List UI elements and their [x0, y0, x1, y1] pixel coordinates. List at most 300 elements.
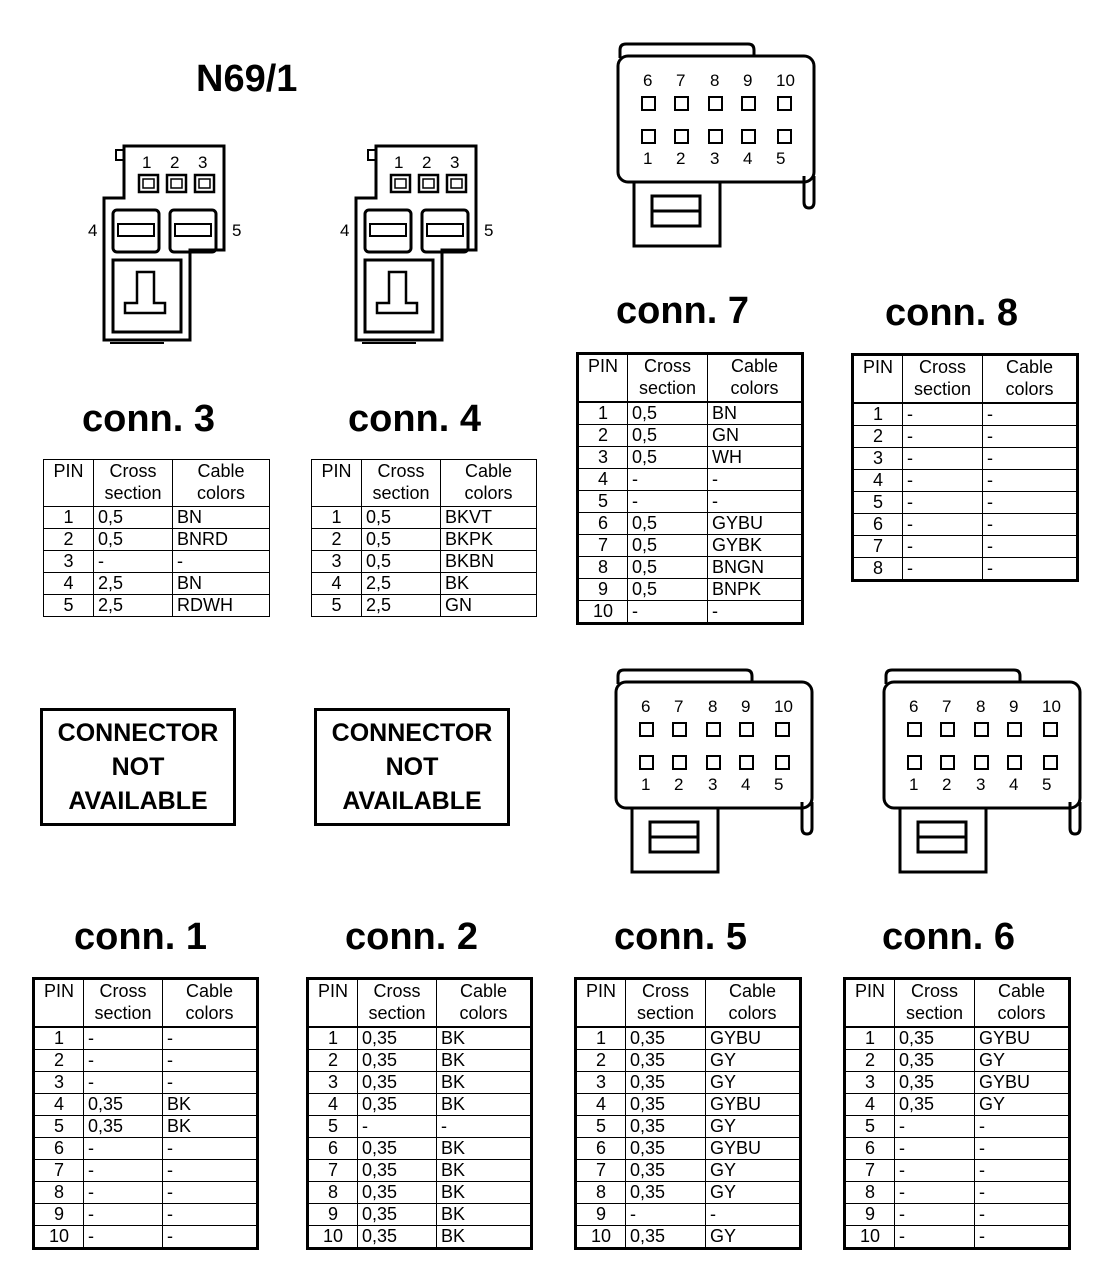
- table-row: [845, 1050, 1070, 1072]
- not-available-line-3: AVAILABLE: [342, 787, 482, 815]
- pin-label-2: 2: [676, 149, 686, 168]
- pin-cell: 2: [578, 425, 628, 447]
- pin-cell: 4: [312, 573, 362, 595]
- cable-color-cell: BN: [708, 402, 803, 425]
- table-row: [308, 1050, 532, 1072]
- table-row: [308, 1027, 532, 1050]
- table-row: [308, 1182, 532, 1204]
- cross-section-header: [84, 979, 163, 1028]
- pin-label-7: 7: [674, 697, 684, 716]
- pin-label-4: 4: [88, 221, 98, 240]
- cable-color-cell: -: [163, 1182, 258, 1204]
- table-row: [578, 513, 803, 535]
- cross-section-cell: 0,35: [626, 1072, 706, 1094]
- table-row: [853, 426, 1078, 448]
- pin-cell: 9: [308, 1204, 358, 1226]
- cross-section-header-line-2: section: [913, 379, 972, 399]
- cross-section-cell: -: [84, 1050, 163, 1072]
- cross-section-header-line-2: section: [638, 378, 697, 398]
- not-available-line-2: NOT: [111, 753, 165, 781]
- pin-cell: 6: [308, 1138, 358, 1160]
- table-row: [34, 1027, 258, 1050]
- cable-color-cell: BK: [437, 1138, 532, 1160]
- cross-section-cell: -: [903, 470, 983, 492]
- cross-section-cell: 0,35: [358, 1138, 437, 1160]
- cable-color-cell: RDWH: [173, 595, 270, 617]
- conn-6-title: conn. 6: [882, 916, 1016, 958]
- cross-section-cell: -: [903, 403, 983, 426]
- table-header-row: [576, 979, 801, 1028]
- cross-section-cell: 0,35: [358, 1094, 437, 1116]
- cable-color-cell: GY: [706, 1116, 801, 1138]
- pin-label-3: 3: [708, 775, 718, 794]
- table-row: [853, 470, 1078, 492]
- pin-label-5: 5: [776, 149, 786, 168]
- cable-colors-header-line-2: colors: [459, 1003, 508, 1023]
- table-row: [578, 579, 803, 601]
- cross-section-cell: -: [628, 601, 708, 624]
- cable-colors-header-line-2: colors: [196, 483, 245, 503]
- pin-cell: 1: [44, 507, 94, 529]
- cable-color-cell: GYBK: [708, 535, 803, 557]
- cable-color-cell: BK: [441, 573, 537, 595]
- pin-label-1: 1: [394, 153, 404, 172]
- cross-section-header: [626, 979, 706, 1028]
- cable-color-cell: GY: [706, 1182, 801, 1204]
- table-header-row: [34, 979, 258, 1028]
- pin-cell: 2: [853, 426, 903, 448]
- conn-1-title: conn. 1: [74, 916, 208, 958]
- cable-colors-header-line-2: colors: [730, 378, 779, 398]
- pin-cell: 3: [308, 1072, 358, 1094]
- cross-section-cell: 0,35: [358, 1160, 437, 1182]
- cable-color-cell: GY: [975, 1050, 1070, 1072]
- pin-cell: 6: [578, 513, 628, 535]
- cross-section-cell: 0,35: [84, 1094, 163, 1116]
- not-available-line-1: CONNECTOR: [331, 719, 493, 747]
- cable-colors-header: [163, 979, 258, 1028]
- table-row: [34, 1160, 258, 1182]
- pin-cell: 1: [845, 1027, 895, 1050]
- cable-color-cell: -: [708, 491, 803, 513]
- pin-header: PIN: [44, 460, 94, 507]
- cross-section-cell: 0,35: [626, 1027, 706, 1050]
- cable-color-cell: -: [975, 1138, 1070, 1160]
- table-row: [34, 1182, 258, 1204]
- pin-label-5: 5: [1042, 775, 1052, 794]
- cable-color-cell: BN: [173, 573, 270, 595]
- table-header-row: [312, 460, 537, 507]
- pin-cell: 9: [578, 579, 628, 601]
- cross-section-header-line-2: section: [905, 1003, 964, 1023]
- cable-color-cell: BNPK: [708, 579, 803, 601]
- cable-color-cell: BK: [437, 1072, 532, 1094]
- table-row: [576, 1182, 801, 1204]
- cable-colors-header: [708, 354, 803, 403]
- pin-cell: 5: [576, 1116, 626, 1138]
- cross-section-cell: -: [903, 514, 983, 536]
- cross-section-cell: 0,5: [94, 529, 173, 551]
- pin-cell: 9: [845, 1204, 895, 1226]
- pin-cell: 6: [576, 1138, 626, 1160]
- table-row: [576, 1160, 801, 1182]
- table-row: [578, 425, 803, 447]
- cross-section-header: [628, 354, 708, 403]
- cross-section-cell: 0,5: [628, 557, 708, 579]
- table-row: [578, 402, 803, 425]
- table-row: [578, 601, 803, 624]
- table-header-row: [853, 355, 1078, 404]
- table-row: [845, 1138, 1070, 1160]
- table-row: [578, 557, 803, 579]
- cross-section-cell: 0,5: [94, 507, 173, 529]
- small-connector-shape: [356, 146, 476, 343]
- cross-section-cell: 0,35: [895, 1094, 975, 1116]
- pin-cell: 9: [34, 1204, 84, 1226]
- pin-cell: 7: [845, 1160, 895, 1182]
- cable-color-cell: -: [163, 1027, 258, 1050]
- cable-color-cell: -: [983, 558, 1078, 581]
- cross-section-cell: -: [84, 1204, 163, 1226]
- pin-cell: 10: [576, 1226, 626, 1249]
- pin-cell: 5: [34, 1116, 84, 1138]
- cable-color-cell: BK: [437, 1050, 532, 1072]
- cross-section-cell: -: [903, 448, 983, 470]
- pin-label-3: 3: [976, 775, 986, 794]
- cable-colors-header-line-2: colors: [1005, 379, 1054, 399]
- pin-cell: 5: [578, 491, 628, 513]
- cable-color-cell: -: [983, 536, 1078, 558]
- cable-color-cell: -: [163, 1204, 258, 1226]
- pin-cell: 3: [312, 551, 362, 573]
- pin-label-2: 2: [170, 153, 180, 172]
- pin-cell: 4: [308, 1094, 358, 1116]
- cable-color-cell: -: [975, 1116, 1070, 1138]
- table-row: [576, 1138, 801, 1160]
- not-available-line-2: NOT: [385, 753, 439, 781]
- pin-label-7: 7: [942, 697, 952, 716]
- conn-1-pin-table: [32, 977, 259, 1250]
- cable-color-cell: -: [975, 1182, 1070, 1204]
- cross-section-cell: 2,5: [94, 573, 173, 595]
- cable-color-cell: GY: [706, 1072, 801, 1094]
- cable-colors-header-line-1: Cable: [197, 461, 245, 481]
- cable-color-cell: -: [437, 1116, 532, 1138]
- cable-color-cell: -: [983, 426, 1078, 448]
- table-row: [44, 595, 270, 617]
- cable-colors-header-line-2: colors: [185, 1003, 234, 1023]
- table-row: [308, 1094, 532, 1116]
- cable-color-cell: BNRD: [173, 529, 270, 551]
- cross-section-cell: 0,5: [628, 402, 708, 425]
- table-row: [576, 1072, 801, 1094]
- pin-cell: 4: [576, 1094, 626, 1116]
- cross-section-cell: -: [84, 1160, 163, 1182]
- pin-cell: 8: [853, 558, 903, 581]
- conn-5-pin-table: [574, 977, 802, 1250]
- cable-color-cell: GYBU: [975, 1027, 1070, 1050]
- pin-label-1: 1: [909, 775, 919, 794]
- pin-cell: 10: [34, 1226, 84, 1249]
- connector-3-drawing: [80, 138, 260, 348]
- cross-section-cell: -: [628, 491, 708, 513]
- cable-color-cell: GY: [706, 1160, 801, 1182]
- table-row: [853, 536, 1078, 558]
- conn-3-title: conn. 3: [82, 398, 216, 440]
- cable-color-cell: BK: [163, 1094, 258, 1116]
- conn-2-title: conn. 2: [345, 916, 479, 958]
- conn-4-title: conn. 4: [348, 398, 482, 440]
- cross-section-header-line-1: Cross: [109, 461, 157, 481]
- table-row: [34, 1094, 258, 1116]
- pin-cell: 2: [308, 1050, 358, 1072]
- cable-color-cell: -: [975, 1226, 1070, 1249]
- cable-colors-header-line-1: Cable: [728, 981, 777, 1001]
- pin-label-2: 2: [674, 775, 684, 794]
- cable-color-cell: GY: [706, 1050, 801, 1072]
- cable-color-cell: GN: [441, 595, 537, 617]
- conn-8-title: conn. 8: [885, 292, 1019, 334]
- pin-label-9: 9: [743, 71, 753, 90]
- pin-cell: 1: [312, 507, 362, 529]
- pin-cell: 10: [578, 601, 628, 624]
- table-row: [34, 1226, 258, 1249]
- pin-cell: 10: [845, 1226, 895, 1249]
- pin-cell: 2: [576, 1050, 626, 1072]
- cross-section-cell: 2,5: [362, 595, 441, 617]
- cross-section-cell: -: [358, 1116, 437, 1138]
- cross-section-header-line-2: section: [636, 1003, 695, 1023]
- pin-cell: 3: [34, 1072, 84, 1094]
- cross-section-cell: -: [895, 1204, 975, 1226]
- cross-section-cell: 0,5: [362, 529, 441, 551]
- table-row: [576, 1027, 801, 1050]
- cross-section-cell: 0,35: [626, 1138, 706, 1160]
- cross-section-header: [94, 460, 173, 507]
- table-row: [853, 558, 1078, 581]
- cable-colors-header-line-2: colors: [997, 1003, 1046, 1023]
- pin-label-3: 3: [450, 153, 460, 172]
- connector-6-drawing: [874, 662, 1094, 882]
- pin-label-5: 5: [774, 775, 784, 794]
- pin-label-3: 3: [198, 153, 208, 172]
- cable-color-cell: GN: [708, 425, 803, 447]
- conn-4-pin-table: [311, 459, 537, 617]
- cross-section-header-line-2: section: [372, 483, 430, 503]
- table-row: [308, 1204, 532, 1226]
- table-row: [44, 529, 270, 551]
- cross-section-cell: 0,35: [626, 1182, 706, 1204]
- pin-cell: 6: [845, 1138, 895, 1160]
- pin-cell: 2: [312, 529, 362, 551]
- pin-cell: 4: [44, 573, 94, 595]
- cable-colors-header: [975, 979, 1070, 1028]
- connector-7-drawing: [608, 36, 828, 256]
- pin-cell: 1: [853, 403, 903, 426]
- pin-cell: 3: [853, 448, 903, 470]
- cross-section-cell: 0,5: [362, 551, 441, 573]
- pin-cell: 7: [578, 535, 628, 557]
- cross-section-header-line-1: Cross: [918, 357, 966, 377]
- not-available-line-1: CONNECTOR: [57, 719, 219, 747]
- pin-cell: 7: [853, 536, 903, 558]
- table-row: [853, 448, 1078, 470]
- pin-cell: 10: [308, 1226, 358, 1249]
- pin-header: PIN: [312, 460, 362, 507]
- table-row: [312, 551, 537, 573]
- cross-section-header-line-1: Cross: [643, 356, 691, 376]
- conn-8-pin-table: [851, 353, 1079, 582]
- cross-section-cell: -: [84, 1138, 163, 1160]
- pin-cell: 5: [312, 595, 362, 617]
- table-row: [845, 1160, 1070, 1182]
- table-row: [845, 1204, 1070, 1226]
- cable-color-cell: BK: [437, 1160, 532, 1182]
- connector-5-drawing: [606, 662, 826, 882]
- cross-section-header-line-2: section: [104, 483, 162, 503]
- pin-cell: 9: [576, 1204, 626, 1226]
- table-row: [44, 507, 270, 529]
- pin-cell: 1: [308, 1027, 358, 1050]
- not-available-line-3: AVAILABLE: [68, 787, 208, 815]
- table-row: [34, 1138, 258, 1160]
- cable-colors-header-line-1: Cable: [997, 981, 1046, 1001]
- conn-2-pin-table: [306, 977, 533, 1250]
- table-row: [845, 1027, 1070, 1050]
- cable-colors-header-line-1: Cable: [464, 461, 513, 481]
- cable-color-cell: -: [983, 492, 1078, 514]
- cross-section-cell: 0,5: [628, 425, 708, 447]
- pin-label-6: 6: [909, 697, 919, 716]
- conn-5-title: conn. 5: [614, 916, 748, 958]
- cross-section-cell: 0,35: [626, 1226, 706, 1249]
- cross-section-cell: 0,35: [358, 1226, 437, 1249]
- cable-color-cell: -: [708, 469, 803, 491]
- cross-section-cell: 0,35: [895, 1050, 975, 1072]
- table-row: [578, 447, 803, 469]
- pin-label-4: 4: [743, 149, 753, 168]
- table-row: [853, 403, 1078, 426]
- cross-section-cell: 2,5: [362, 573, 441, 595]
- cross-section-header-line-2: section: [94, 1003, 152, 1023]
- pin-cell: 2: [34, 1050, 84, 1072]
- cross-section-cell: -: [903, 536, 983, 558]
- cable-color-cell: -: [163, 1050, 258, 1072]
- cable-color-cell: -: [163, 1138, 258, 1160]
- cable-color-cell: -: [163, 1160, 258, 1182]
- pin-label-7: 7: [676, 71, 686, 90]
- cable-color-cell: -: [173, 551, 270, 573]
- pin-cell: 2: [44, 529, 94, 551]
- cable-color-cell: BK: [437, 1226, 532, 1249]
- cable-color-cell: -: [983, 403, 1078, 426]
- table-row: [845, 1116, 1070, 1138]
- cable-color-cell: -: [983, 514, 1078, 536]
- cross-section-cell: 0,35: [84, 1116, 163, 1138]
- cable-colors-header: [441, 460, 537, 507]
- table-row: [845, 1094, 1070, 1116]
- page-title: N69/1: [196, 58, 298, 100]
- pin-cell: 3: [578, 447, 628, 469]
- pin-cell: 2: [845, 1050, 895, 1072]
- cross-section-cell: 0,35: [358, 1204, 437, 1226]
- cross-section-cell: -: [895, 1182, 975, 1204]
- cross-section-cell: 0,35: [358, 1072, 437, 1094]
- table-header-row: [308, 979, 532, 1028]
- cross-section-cell: -: [84, 1182, 163, 1204]
- cable-color-cell: -: [983, 448, 1078, 470]
- cross-section-header-line-1: Cross: [373, 981, 421, 1001]
- cross-section-header-line-1: Cross: [910, 981, 958, 1001]
- pin-label-2: 2: [422, 153, 432, 172]
- pin-label-4: 4: [1009, 775, 1019, 794]
- connector-4-drawing: [332, 138, 512, 348]
- cross-section-cell: -: [895, 1226, 975, 1249]
- cable-colors-header: [437, 979, 532, 1028]
- conn-7-pin-table: [576, 352, 804, 625]
- table-row: [308, 1138, 532, 1160]
- table-row: [312, 573, 537, 595]
- cross-section-header-line-1: Cross: [641, 981, 689, 1001]
- cable-color-cell: -: [706, 1204, 801, 1226]
- pin-cell: 4: [845, 1094, 895, 1116]
- pin-label-2: 2: [942, 775, 952, 794]
- cross-section-cell: -: [628, 469, 708, 491]
- cross-section-cell: 0,35: [358, 1050, 437, 1072]
- pin-cell: 4: [853, 470, 903, 492]
- pin-cell: 7: [308, 1160, 358, 1182]
- connector-not-available-box: [314, 708, 510, 826]
- table-header-row: [578, 354, 803, 403]
- pin-header: PIN: [576, 979, 626, 1028]
- cable-colors-header: [706, 979, 801, 1028]
- pin-header: PIN: [853, 355, 903, 404]
- pin-cell: 7: [576, 1160, 626, 1182]
- cable-color-cell: -: [708, 601, 803, 624]
- cable-color-cell: BK: [437, 1182, 532, 1204]
- cable-color-cell: GY: [706, 1226, 801, 1249]
- pin-label-5: 5: [232, 221, 242, 240]
- pin-cell: 3: [576, 1072, 626, 1094]
- cross-section-header: [362, 460, 441, 507]
- table-row: [576, 1050, 801, 1072]
- pin-cell: 5: [44, 595, 94, 617]
- cable-colors-header: [173, 460, 270, 507]
- pin-label-6: 6: [641, 697, 651, 716]
- table-row: [853, 514, 1078, 536]
- cable-color-cell: GY: [975, 1094, 1070, 1116]
- table-row: [312, 529, 537, 551]
- cross-section-cell: 0,35: [626, 1050, 706, 1072]
- cross-section-cell: -: [94, 551, 173, 573]
- cable-color-cell: BKPK: [441, 529, 537, 551]
- cable-color-cell: -: [163, 1226, 258, 1249]
- table-row: [845, 1182, 1070, 1204]
- cross-section-cell: -: [903, 492, 983, 514]
- pin-cell: 1: [576, 1027, 626, 1050]
- table-row: [34, 1072, 258, 1094]
- cable-colors-header-line-1: Cable: [1005, 357, 1054, 377]
- pin-header: PIN: [34, 979, 84, 1028]
- pin-cell: 6: [34, 1138, 84, 1160]
- table-row: [34, 1204, 258, 1226]
- conn-3-pin-table: [43, 459, 270, 617]
- pin-cell: 8: [34, 1182, 84, 1204]
- cable-colors-header-line-1: Cable: [730, 356, 779, 376]
- cross-section-cell: 0,35: [626, 1116, 706, 1138]
- cross-section-header: [895, 979, 975, 1028]
- table-row: [308, 1116, 532, 1138]
